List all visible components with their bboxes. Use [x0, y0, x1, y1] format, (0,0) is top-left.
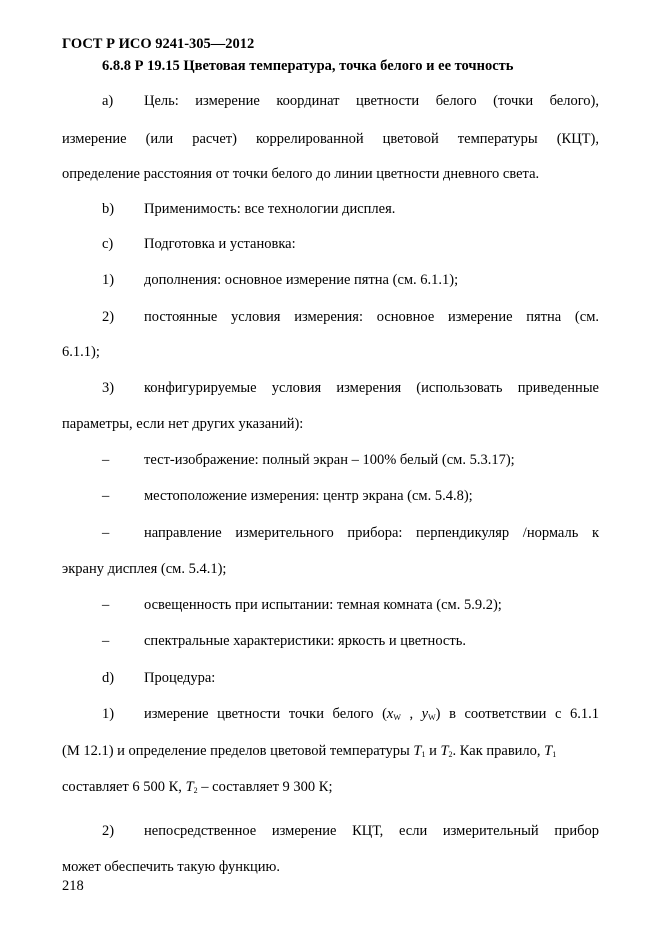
item-c2-line2: 6.1.1); [62, 344, 100, 360]
dash-item-4-text: освещенность при испытании: темная комната (см. 5.9.2); [144, 597, 502, 613]
w-subscript: W [393, 713, 401, 722]
item-d-text: Процедура: [144, 670, 216, 686]
subscript-1: 1 [552, 750, 557, 759]
item-p2-text: непосредственное измерение КЦТ, если измерительный прибор [144, 823, 599, 839]
w-subscript: W [428, 713, 436, 722]
dash-item-3-line2: экрану дисплея (см. 5.4.1); [62, 561, 227, 577]
marker-p2: 2) [102, 823, 115, 839]
item-b-text: Применимость: все технологии дисплея. [144, 201, 396, 217]
item-a-line3: определение расстояния от точки белого до линии цветности дневного света. [62, 166, 540, 182]
item-d [102, 670, 215, 687]
t-variable: T [413, 743, 422, 759]
dash-marker: – [102, 452, 110, 468]
marker-d: d) [102, 670, 115, 686]
and-text: и [425, 743, 441, 759]
t-variable: T [185, 779, 194, 795]
item-c2-line1 [102, 309, 599, 326]
marker-c2: 2) [102, 309, 115, 325]
item-p1-line1 [102, 706, 599, 723]
item-c1 [102, 272, 458, 289]
item-p1-line2 [62, 743, 599, 760]
dash-item-1-text: тест-изображение: полный экран – 100% белый (см. 5.3.17); [144, 452, 515, 468]
marker-c3: 3) [102, 380, 115, 396]
p1-text-b: ) в соответствии с 6.1.1 [435, 706, 599, 722]
item-p2-line1 [102, 823, 599, 840]
dash-item-4 [102, 597, 502, 614]
marker-b: b) [102, 201, 115, 217]
comma: , [400, 706, 422, 722]
item-c2-text: постоянные условия измерения: основное измерение пятна (см. [144, 309, 599, 325]
dash-item-3-line1 [102, 525, 599, 542]
item-c [102, 236, 296, 253]
dash-marker: – [102, 633, 110, 649]
dash-item-2 [102, 488, 473, 505]
subscript-2: 2 [448, 750, 453, 759]
document-header: ГОСТ Р ИСО 9241-305—2012 [62, 36, 255, 52]
item-c-text: Подготовка и установка: [144, 236, 296, 252]
dash-item-1 [102, 452, 515, 469]
item-c3-text: конфигурируемые условия измерения (использовать приведенные [144, 380, 599, 396]
marker-a: a) [102, 93, 114, 109]
dash-marker: – [102, 525, 110, 541]
p1-line3-text-b: – составляет 9 300 К; [197, 779, 333, 795]
item-p2-line2: может обеспечить такую функцию. [62, 859, 280, 875]
dash-marker: – [102, 488, 110, 504]
t-variable: T [544, 743, 553, 759]
item-a-line1 [102, 93, 599, 110]
marker-c: c) [102, 236, 114, 252]
dash-item-2-text: местоположение измерения: центр экрана (см. 5.4.8); [144, 488, 473, 504]
dash-marker: – [102, 597, 110, 613]
item-c1-text: дополнения: основное измерение пятна (см. 6.1.1); [144, 272, 459, 288]
section-heading: 6.8.8 Р 19.15 Цветовая температура, точка белого и ее точность [102, 58, 514, 74]
p1-line3-text-a: составляет 6 500 К, [62, 779, 186, 795]
item-c3-line1 [102, 380, 599, 397]
p1-text-a: измерение цветности точки белого ( [144, 706, 387, 722]
item-p1-line3 [62, 779, 599, 796]
x-variable: x [386, 706, 394, 722]
dash-item-3-text: направление измерительного прибора: перпендикуляр /нормаль к [144, 525, 599, 541]
item-a-line2: измерение (или расчет) коррелированной цветовой температуры (КЦТ), [62, 131, 599, 147]
marker-p1: 1) [102, 706, 115, 722]
p1-line2-text-a: (М 12.1) и определение пределов цветовой температуры [62, 743, 414, 759]
marker-c1: 1) [102, 272, 115, 288]
p1-line2-text-b: . Как правило, [452, 743, 545, 759]
item-a-text: Цель: измерение координат цветности белого (точки белого), [144, 93, 599, 109]
y-variable: y [421, 706, 429, 722]
subscript-2: 2 [193, 786, 198, 795]
dash-item-5 [102, 633, 466, 650]
subscript-1: 1 [421, 750, 426, 759]
item-b [102, 201, 395, 218]
t-variable: T [440, 743, 449, 759]
item-c3-line2: параметры, если нет других указаний): [62, 416, 304, 432]
dash-item-5-text: спектральные характеристики: яркость и цветность. [144, 633, 466, 649]
page-number: 218 [62, 878, 84, 894]
